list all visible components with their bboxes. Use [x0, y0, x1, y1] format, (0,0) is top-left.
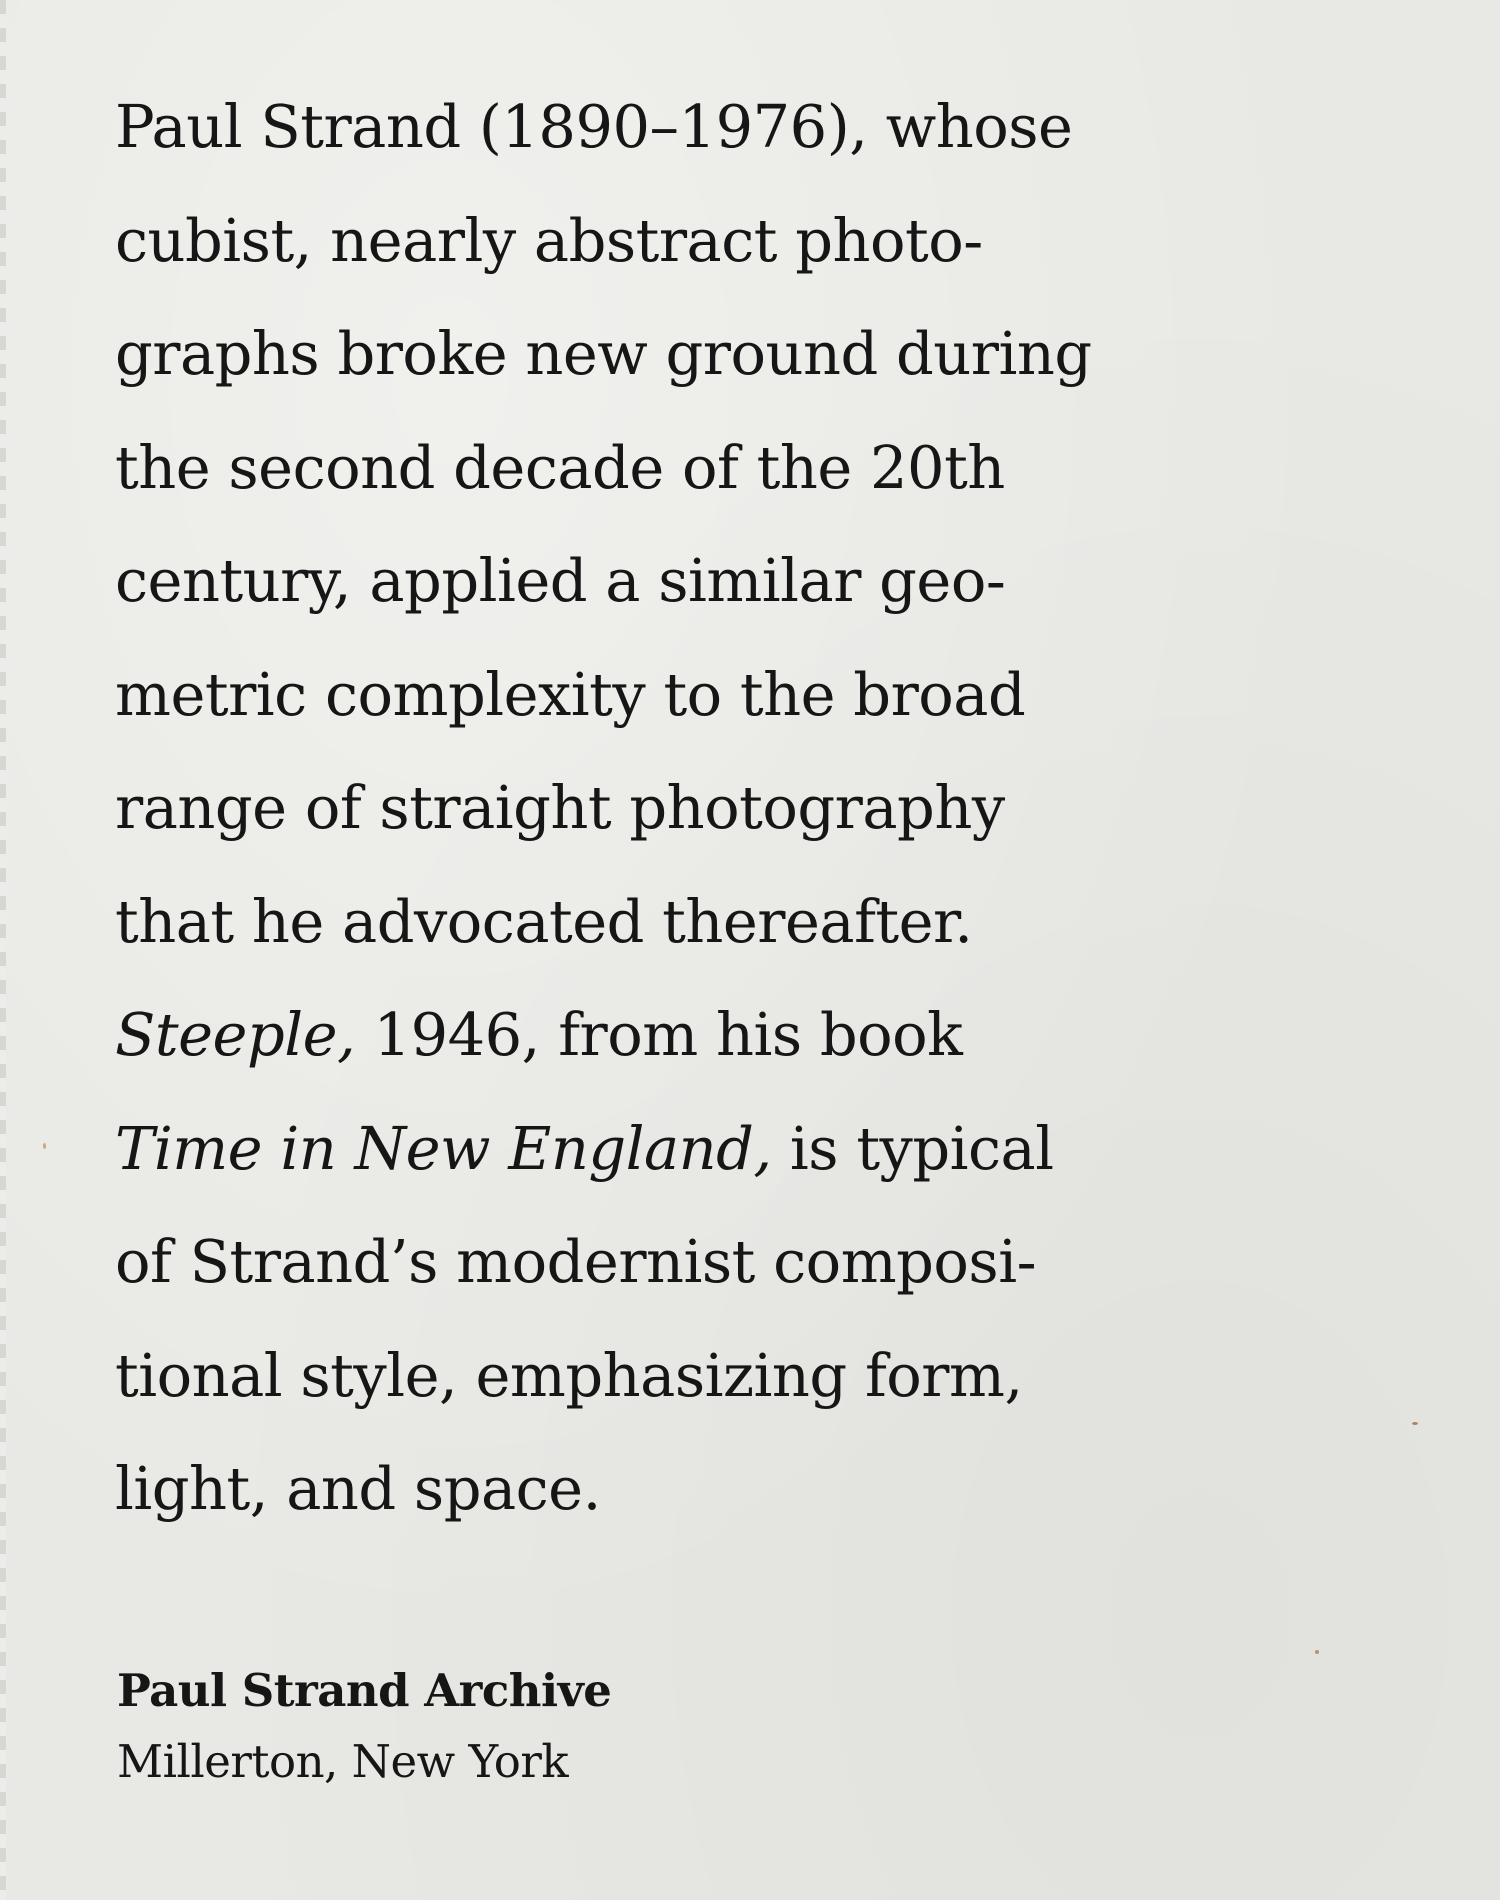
caption-line: [115, 411, 1415, 525]
caption-text: metric complexity to the broad: [115, 659, 1026, 729]
caption-text: light, and space.: [115, 1454, 601, 1523]
caption-line: [115, 524, 1415, 638]
caption-paragraph: [115, 70, 1415, 1546]
credit-location: Millerton, New York: [117, 1735, 569, 1788]
photo-credit: [117, 1662, 611, 1804]
paper-speck: [1412, 1422, 1418, 1425]
caption-line: [115, 978, 1415, 1092]
caption-text: range of straight photography: [115, 773, 1005, 842]
paper-speck: [43, 1143, 46, 1149]
caption-line: [115, 184, 1415, 298]
caption-line: [115, 1092, 1415, 1206]
caption-line: [115, 297, 1415, 411]
caption-text: tional style, emphasizing form,: [115, 1340, 1023, 1410]
caption-text: graphs broke new ground during: [115, 319, 1092, 388]
italic-title-text: Time in New England,: [115, 1113, 772, 1183]
caption-text: of Strand’s modernist composi-: [115, 1227, 1037, 1296]
perforated-edge: [0, 0, 6, 1900]
caption-text: Paul Strand (1890–1976), whose: [115, 92, 1073, 161]
caption-line: [115, 70, 1415, 184]
caption-text: the second decade of the 20th: [115, 432, 1005, 502]
caption-text: is typical: [771, 1113, 1054, 1183]
caption-text: cubist, nearly abstract photo-: [115, 205, 983, 275]
credit-name: Paul Strand Archive: [117, 1664, 612, 1717]
caption-line: [115, 865, 1415, 979]
paper-speck: [1315, 1650, 1319, 1654]
caption-line: [115, 1205, 1415, 1319]
caption-line: [115, 751, 1415, 865]
caption-text: century, applied a similar geo-: [115, 546, 1006, 615]
caption-line: [115, 1319, 1415, 1433]
italic-title-text: Steeple,: [115, 1000, 356, 1069]
caption-text: 1946, from his book: [355, 1000, 963, 1069]
caption-line: [115, 638, 1415, 752]
caption-line: [115, 1432, 1415, 1546]
caption-text: that he advocated thereafter.: [115, 886, 973, 956]
